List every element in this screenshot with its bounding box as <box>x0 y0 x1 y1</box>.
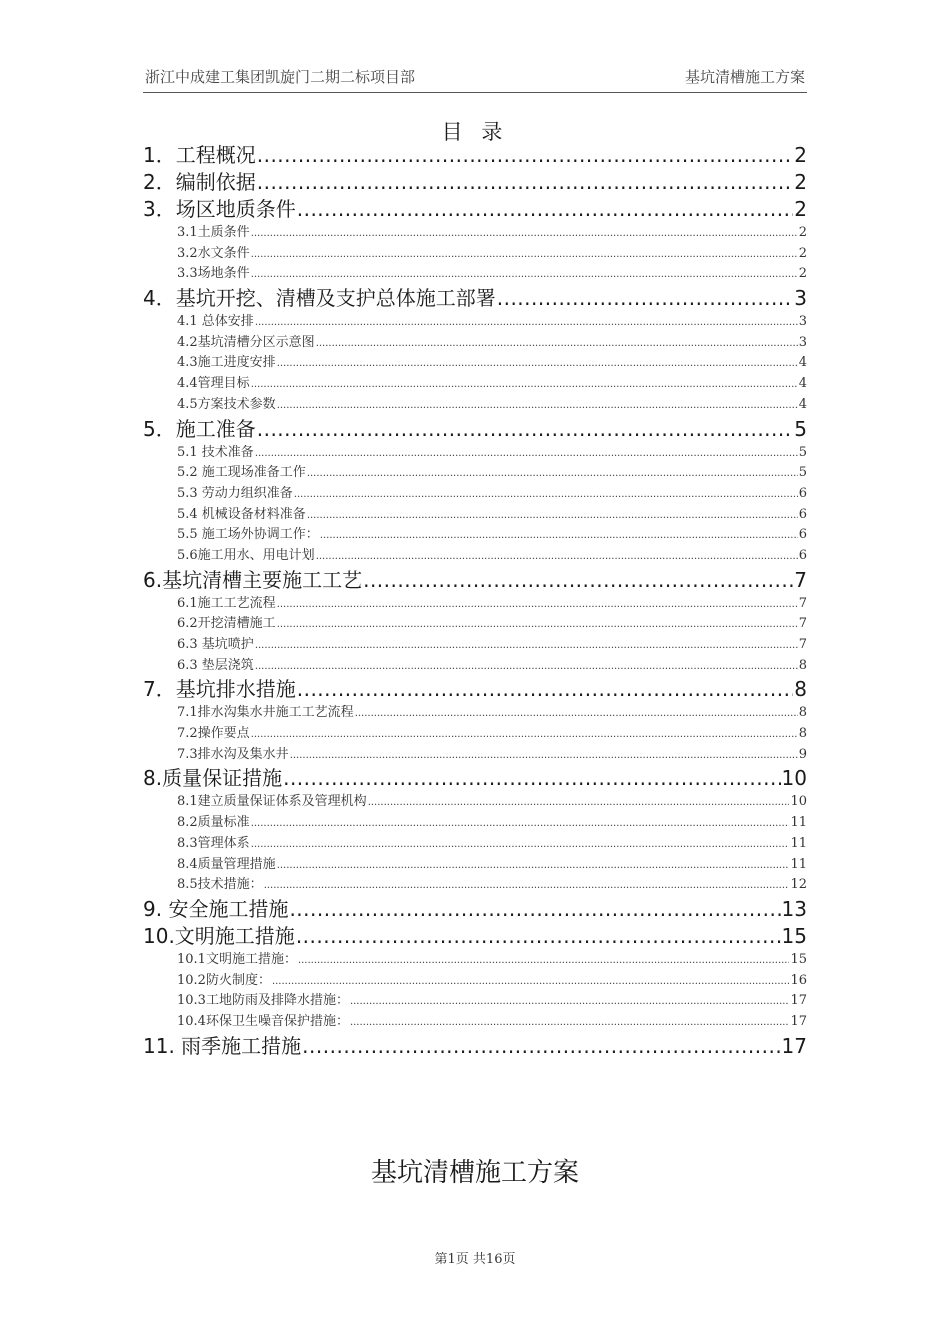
toc-leader-dots <box>251 374 798 396</box>
toc-entry-label: 4.3施工进度安排 <box>177 355 276 371</box>
toc-leader-dots <box>355 703 798 725</box>
document-title: 基坑清槽施工方案 <box>370 1158 579 1188</box>
toc-entry-label: 3．场区地质条件 <box>143 197 296 221</box>
toc-entry-section[interactable] <box>143 834 807 855</box>
toc-entry-section[interactable] <box>143 463 807 484</box>
toc-entry-chapter[interactable] <box>143 896 807 923</box>
toc-entry-label: 10.文明施工措施 <box>143 923 295 948</box>
toc-entry-chapter[interactable] <box>143 765 807 792</box>
toc-entry-label: 8.1建立质量保证体系及管理机构 <box>177 794 367 810</box>
toc-entry-label: 6.1施工工艺流程 <box>177 595 276 611</box>
toc-entry-label: 3.3场地条件 <box>177 266 250 282</box>
toc-leader-dots <box>297 676 794 703</box>
toc-entry-section[interactable] <box>143 443 807 464</box>
toc-entry-section[interactable] <box>143 484 807 505</box>
toc-entry-label: 10.1文明施工措施： <box>177 951 297 967</box>
toc-entry-page: 5 <box>798 444 807 460</box>
toc-leader-dots <box>257 169 794 196</box>
toc-entry-page: 4 <box>798 355 807 371</box>
toc-entry-label: 8.3管理体系 <box>177 835 250 851</box>
toc-entry-label: 5.5 施工场外协调工作： <box>177 527 319 543</box>
toc-entry-section[interactable] <box>143 991 807 1012</box>
toc-entry-label: 9. 安全施工措施 <box>143 896 289 921</box>
toc-entry-page: 6 <box>798 527 807 543</box>
toc-entry-section[interactable] <box>143 223 807 244</box>
toc-entry-chapter[interactable] <box>143 285 807 312</box>
toc-leader-dots <box>289 896 780 923</box>
toc-entry-page: 11 <box>790 856 807 872</box>
toc-entry-section[interactable] <box>143 950 807 971</box>
toc-entry-label: 7.1排水沟集水井施工工艺流程 <box>177 705 354 721</box>
toc-entry-label: 8.4质量管理措施 <box>177 856 276 872</box>
toc-entry-section[interactable] <box>143 635 807 656</box>
toc-leader-dots <box>350 991 790 1013</box>
toc-leader-dots <box>251 244 798 266</box>
toc-entry-section[interactable] <box>143 855 807 876</box>
toc-entry-label: 4.5方案技术参数 <box>177 396 276 412</box>
toc-entry-page: 2 <box>794 197 807 221</box>
toc-leader-dots <box>296 923 781 950</box>
toc-entry-page: 11 <box>790 815 807 831</box>
toc-entry-label: 7.3排水沟及集水井 <box>177 746 289 762</box>
toc-entry-section[interactable] <box>143 875 807 896</box>
toc-entry-section[interactable] <box>143 264 807 285</box>
toc-entry-chapter[interactable] <box>143 923 807 950</box>
toc-entry-page: 6 <box>798 485 807 501</box>
toc-entry-page: 3 <box>794 286 807 311</box>
toc-entry-section[interactable] <box>143 333 807 354</box>
toc-leader-dots <box>294 484 798 506</box>
toc-leader-dots <box>277 594 798 616</box>
toc-leader-dots <box>251 264 798 286</box>
toc-entry-page: 17 <box>790 1013 807 1029</box>
toc-entry-label: 6.2开挖清槽施工 <box>177 616 276 632</box>
toc-entry-chapter[interactable] <box>143 169 807 196</box>
toc-entry-page: 2 <box>794 143 807 167</box>
toc-leader-dots <box>255 635 798 657</box>
toc-leader-dots <box>297 196 794 223</box>
toc-entry-label: 5.6施工用水、用电计划 <box>177 547 315 563</box>
toc-leader-dots <box>251 813 790 835</box>
toc-entry-label: 5．施工准备 <box>143 416 256 441</box>
toc-entry-section[interactable] <box>143 546 807 567</box>
toc-leader-dots <box>257 142 794 169</box>
toc-entry-page: 16 <box>790 972 807 988</box>
toc-entry-chapter[interactable] <box>143 416 807 443</box>
toc-leader-dots <box>251 724 798 746</box>
toc-entry-label: 10.4环保卫生噪音保护措施： <box>177 1013 349 1029</box>
toc-entry-label: 5.3 劳动力组织准备 <box>177 485 293 501</box>
toc-entry-section[interactable] <box>143 703 807 724</box>
toc-entry-page: 6 <box>798 547 807 563</box>
toc-entry-label: 4.1 总体安排 <box>177 314 254 330</box>
toc-entry-page: 2 <box>794 170 807 194</box>
toc-entry-label: 5.4 机械设备材料准备 <box>177 506 306 522</box>
toc-entry-page: 3 <box>798 314 807 330</box>
toc-entry-page: 17 <box>790 993 807 1009</box>
toc-entry-page: 10 <box>790 794 807 810</box>
toc-entry-page: 4 <box>798 376 807 392</box>
toc-entry-label: 3.1土质条件 <box>177 225 250 240</box>
toc-entry-label: 3.2水文条件 <box>177 245 250 261</box>
toc-leader-dots <box>257 416 794 443</box>
toc-entry-chapter[interactable] <box>143 676 807 703</box>
toc-entry-section[interactable] <box>143 656 807 677</box>
toc-entry-page: 2 <box>798 225 807 240</box>
toc-entry-page: 15 <box>781 923 807 948</box>
toc-entry-label: 10.3工地防雨及排降水措施： <box>177 993 349 1009</box>
toc-leader-dots <box>277 395 798 417</box>
toc-entry-section[interactable] <box>143 312 807 333</box>
toc-leader-dots <box>298 950 790 972</box>
toc-leader-dots <box>255 443 798 465</box>
toc-leader-dots <box>307 505 798 527</box>
toc-entry-section[interactable] <box>143 792 807 813</box>
toc-leader-dots <box>350 1012 790 1034</box>
toc-entry-page: 4 <box>798 396 807 412</box>
toc-leader-dots <box>255 312 798 334</box>
toc-entry-label: 7.2操作要点 <box>177 726 250 742</box>
toc-leader-dots <box>277 614 798 636</box>
toc-entry-section[interactable] <box>143 353 807 374</box>
toc-entry-section[interactable] <box>143 244 807 265</box>
page-header <box>143 66 807 93</box>
toc-entry-page: 7 <box>798 595 807 611</box>
toc-entry-page: 15 <box>790 951 807 967</box>
toc-entry-section[interactable] <box>143 395 807 416</box>
toc-entry-section[interactable] <box>143 614 807 635</box>
toc-leader-dots <box>264 875 790 897</box>
toc-leader-dots <box>283 765 780 792</box>
toc-leader-dots <box>290 745 798 767</box>
toc-entry-page: 17 <box>781 1033 807 1058</box>
toc-entry-page: 2 <box>798 245 807 261</box>
toc-entry-label: 8.5技术措施： <box>177 877 263 893</box>
toc-entry-page: 8 <box>798 726 807 742</box>
toc-leader-dots <box>302 1033 780 1060</box>
toc-entry-chapter[interactable] <box>143 567 807 594</box>
toc-entry-section[interactable] <box>143 813 807 834</box>
toc-entry-chapter[interactable] <box>143 196 807 223</box>
toc-leader-dots <box>277 855 790 877</box>
toc-entry-page: 3 <box>798 334 807 350</box>
toc-entry-label: 8.质量保证措施 <box>143 766 283 791</box>
toc-entry-page: 7 <box>798 616 807 632</box>
toc-leader-dots <box>255 656 798 678</box>
toc-entry-label: 11. 雨季施工措施 <box>143 1033 302 1058</box>
header-project-name: 浙江中成建工集团凯旋门二期二标项目部 <box>145 68 416 86</box>
toc-leader-dots <box>251 223 798 245</box>
toc-leader-dots <box>316 546 798 568</box>
toc-leader-dots <box>368 792 790 814</box>
toc-entry-page: 5 <box>798 465 807 481</box>
table-of-contents <box>143 142 807 1060</box>
toc-entry-page: 7 <box>798 637 807 652</box>
toc-leader-dots <box>272 971 790 993</box>
toc-entry-page: 2 <box>798 266 807 282</box>
toc-entry-page: 9 <box>798 746 807 762</box>
toc-entry-section[interactable] <box>143 745 807 766</box>
toc-entry-label: 10.2防火制度： <box>177 972 271 988</box>
toc-entry-page: 8 <box>798 657 807 673</box>
toc-entry-label: 6.基坑清槽主要施工工艺 <box>143 567 363 592</box>
toc-entry-page: 5 <box>794 416 807 441</box>
page-footer: 第1页 共16页 <box>434 1252 516 1267</box>
toc-entry-section[interactable] <box>143 724 807 745</box>
header-doc-name: 基坑清槽施工方案 <box>684 68 805 86</box>
toc-leader-dots <box>497 285 794 312</box>
toc-entry-label: 4．基坑开挖、清槽及支护总体施工部署 <box>143 286 496 311</box>
toc-entry-label: 8.2质量标准 <box>177 815 250 831</box>
toc-entry-page: 11 <box>790 835 807 851</box>
toc-entry-page: 13 <box>781 896 807 921</box>
toc-entry-label: 6.3 基坑喷护 <box>177 637 254 652</box>
toc-entry-page: 12 <box>790 877 807 893</box>
toc-leader-dots <box>251 834 790 856</box>
toc-entry-chapter[interactable] <box>143 142 807 169</box>
toc-entry-label: 7．基坑排水措施 <box>143 677 296 702</box>
toc-entry-section[interactable] <box>143 505 807 526</box>
toc-entry-page: 8 <box>794 677 807 702</box>
toc-entry-section[interactable] <box>143 1012 807 1033</box>
toc-entry-label: 2．编制依据 <box>143 170 256 194</box>
toc-leader-dots <box>307 463 798 485</box>
toc-entry-page: 8 <box>798 705 807 721</box>
toc-entry-label: 4.4管理目标 <box>177 376 250 392</box>
toc-entry-page: 7 <box>794 567 807 592</box>
toc-leader-dots <box>277 353 798 375</box>
toc-entry-label: 1．工程概况 <box>143 143 256 167</box>
toc-leader-dots <box>316 333 798 355</box>
toc-entry-chapter[interactable] <box>143 1033 807 1060</box>
toc-leader-dots <box>363 567 793 594</box>
toc-entry-label: 5.2 施工现场准备工作 <box>177 465 306 481</box>
toc-entry-label: 6.3 垫层浇筑 <box>177 657 254 673</box>
toc-entry-section[interactable] <box>143 971 807 992</box>
toc-entry-section[interactable] <box>143 594 807 615</box>
toc-entry-label: 4.2基坑清槽分区示意图 <box>177 334 315 350</box>
toc-entry-label: 5.1 技术准备 <box>177 444 254 460</box>
toc-entry-section[interactable] <box>143 525 807 546</box>
toc-entry-page: 6 <box>798 506 807 522</box>
toc-entry-section[interactable] <box>143 374 807 395</box>
toc-leader-dots <box>320 525 798 547</box>
toc-title: 目 录 <box>441 120 509 144</box>
toc-entry-page: 10 <box>781 766 807 791</box>
